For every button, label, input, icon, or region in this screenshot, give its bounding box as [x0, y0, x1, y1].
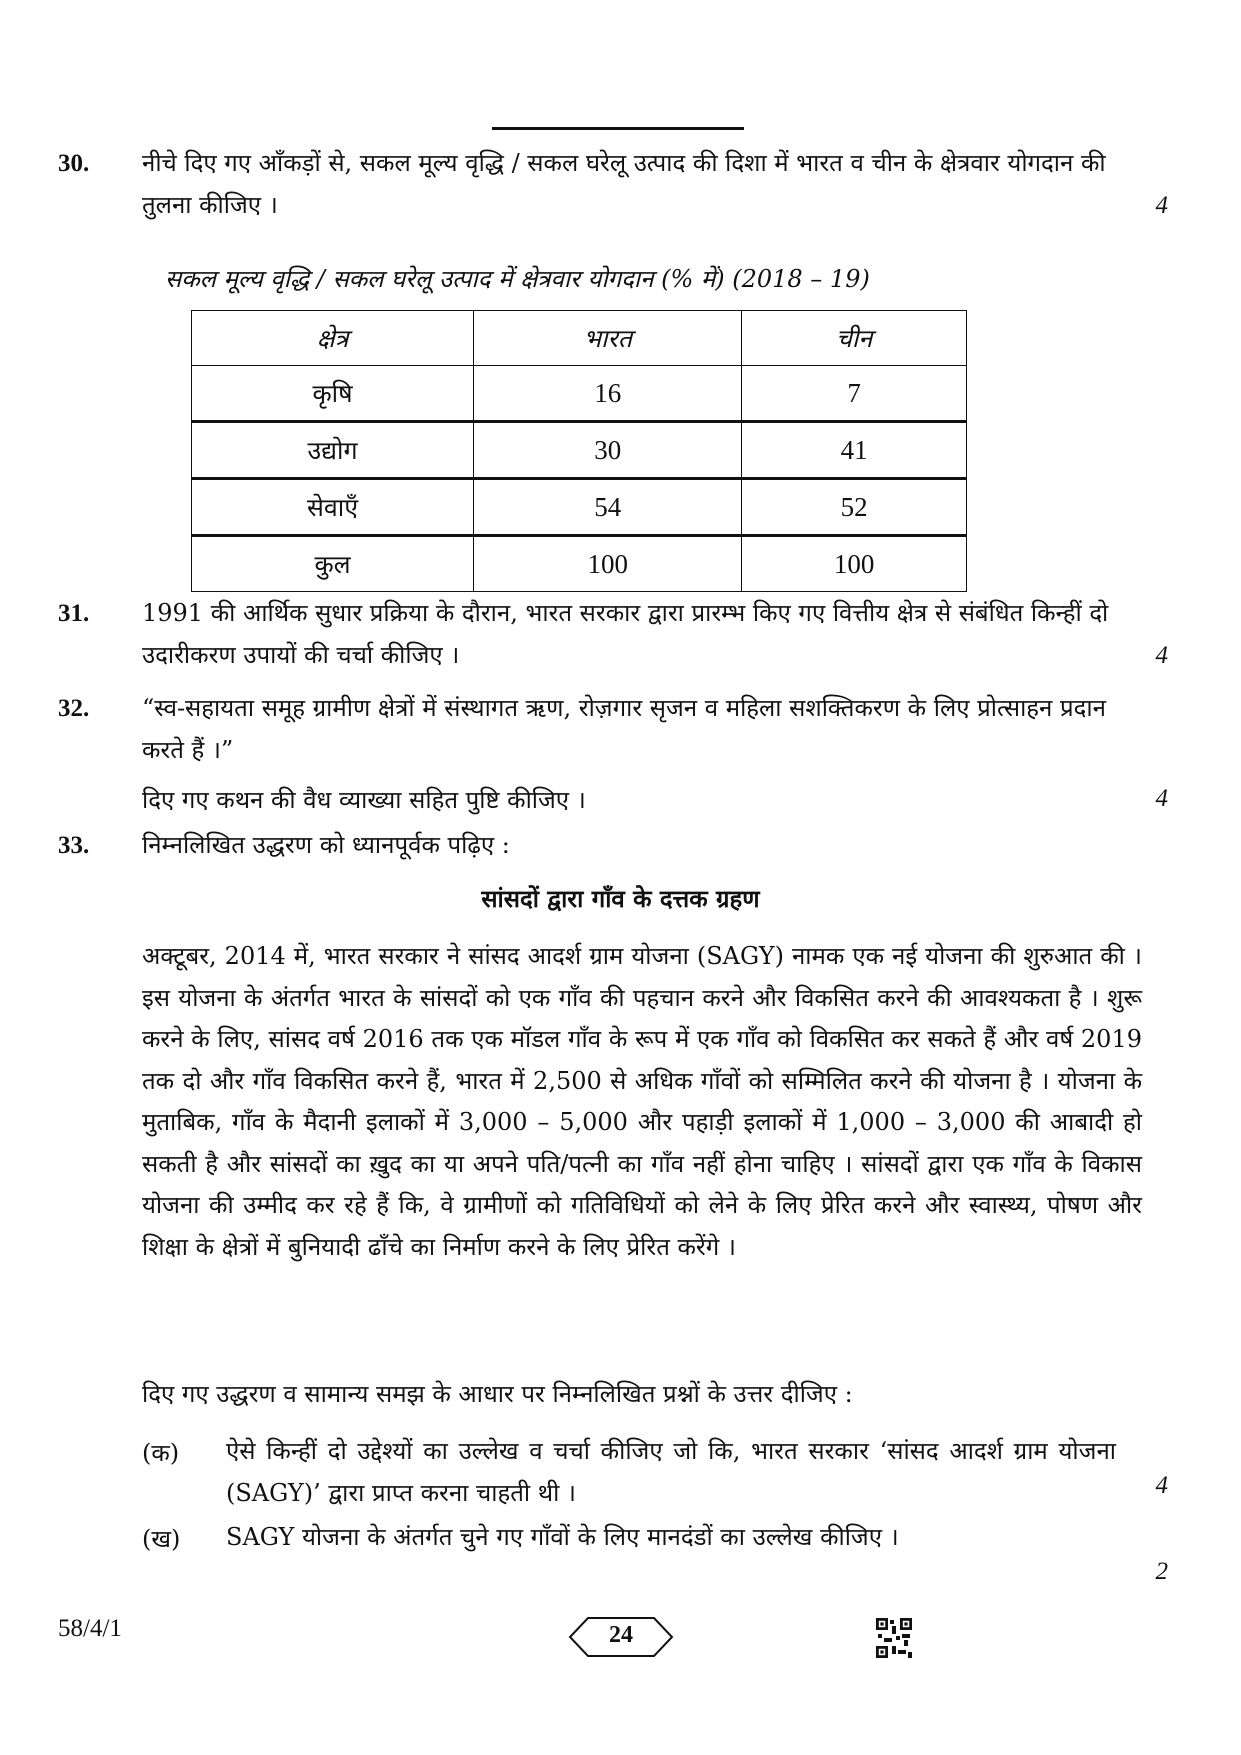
- paper-code: 58/4/1: [58, 1615, 122, 1642]
- passage-heading: सांसदों द्वारा गाँव के दत्तक ग्रहण: [481, 884, 760, 913]
- page-number: 24: [609, 1622, 633, 1648]
- sector-cell: कृषि: [192, 366, 474, 422]
- question-number: 31.: [58, 600, 90, 627]
- india-value: 100: [474, 536, 742, 592]
- question-instruction: दिए गए कथन की वैध व्याख्या सहित पुष्टि कीजिए ।: [142, 786, 586, 814]
- marks: 4: [1155, 192, 1168, 219]
- sub-question-ka: [142, 1436, 1168, 1516]
- china-value: 7: [742, 366, 967, 422]
- india-value: 54: [474, 479, 742, 536]
- sector-cell: उद्योग: [192, 422, 474, 479]
- table-header-row: [192, 311, 967, 366]
- table-row: [192, 479, 967, 536]
- page-number-badge: [566, 1616, 676, 1658]
- china-value: 41: [742, 422, 967, 479]
- qr-code-icon: [876, 1618, 912, 1658]
- china-value: 52: [742, 479, 967, 536]
- marks: 4: [1155, 1472, 1168, 1499]
- column-header: भारत: [474, 311, 742, 366]
- question-quote: “स्व-सहायता समूह ग्रामीण क्षेत्रों में संस्थागत ऋण, रोज़गार सृजन व महिला सशक्तिकरण के लिए प्रोत्साहन प्रदान करते हैं ।”: [142, 694, 1106, 764]
- marks: 2: [1155, 1558, 1168, 1585]
- question-intro: निम्नलिखित उद्धरण को ध्यानपूर्वक पढ़िए :: [142, 831, 510, 859]
- sub-question-text: SAGY योजना के अंतर्गत चुने गए गाँवों के लिए मानदंडों का उल्लेख कीजिए ।: [226, 1523, 899, 1551]
- top-divider: [492, 127, 744, 130]
- sub-question-label: (ख): [142, 1525, 181, 1553]
- question-number: 33.: [58, 832, 90, 859]
- column-header: क्षेत्र: [192, 311, 474, 366]
- table-row: [192, 536, 967, 592]
- question-text: नीचे दिए गए आँकड़ों से, सकल मूल्य वृद्धि / सकल घरेलू उत्पाद की दिशा में भारत व चीन के क्षेत्रवार योगदान की तुलना कीजिए ।: [142, 149, 1106, 219]
- passage-text: अक्टूबर, 2014 में, भारत सरकार ने सांसद आदर्श ग्राम योजना (SAGY) नामक एक नई योजना की शुरुआत की । इस योजना के अंतर्गत भारत के सांसदों को एक गाँव की पहचान करने और विकसित करने की आवश्यकता है । शुरू करने के लिए, सांसद वर्ष 2016 तक एक मॉडल गाँव के रूप में एक गाँव को विकसित कर सकते हैं और वर्ष 2019 तक दो और गाँव विकसित करने हैं, भारत में 2,500 से अधिक गाँवों को सम्मिलित करने की योजना है । योजना के मुताबिक, गाँव के मैदानी इलाकों में 3,000 – 5,000 और पहाड़ी इलाकों में 1,000 – 3,000 की आबादी हो सकती है और सांसदों का ख़ुद का या अपने पति/पत्नी का गाँव नहीं होना चाहिए । सांसदों द्वारा एक गाँव के विकास योजना की उम्मीद कर रहे हैं कि, वे ग्रामीणों को गतिविधियों को लेने के लिए प्रेरित करने और स्वास्थ्य, पोषण और शिक्षा के क्षेत्रों में बुनियादी ढाँचे का निर्माण करने के लिए प्रेरित करेंगे ।: [142, 942, 1142, 1261]
- question-31: [58, 600, 1168, 690]
- question-33: [58, 832, 1168, 872]
- answer-prompt: दिए गए उद्धरण व सामान्य समझ के आधार पर निम्नलिखित प्रश्नों के उत्तर दीजिए :: [142, 1380, 853, 1408]
- sub-question-text: ऐसे किन्हीं दो उद्देश्यों का उल्लेख व चर्चा कीजिए जो कि, भारत सरकार ‘सांसद आदर्श ग्राम योजना (SAGY)’ द्वारा प्राप्त करना चाहती थी ।: [226, 1437, 1116, 1507]
- china-value: 100: [742, 536, 967, 592]
- question-text: 1991 की आर्थिक सुधार प्रक्रिया के दौरान, भारत सरकार द्वारा प्रारम्भ किए गए वित्तीय क्षेत्र से संबंधित किन्हीं दो उदारीकरण उपायों की चर्चा कीजिए ।: [142, 599, 1109, 669]
- marks: 4: [1155, 785, 1168, 812]
- sector-cell: कुल: [192, 536, 474, 592]
- question-30: [58, 150, 1168, 260]
- table-row: [192, 366, 967, 422]
- sector-contribution-table: [191, 310, 967, 592]
- question-number: 32.: [58, 695, 90, 722]
- sub-question-label: (क): [142, 1439, 180, 1467]
- question-32: [58, 695, 1168, 825]
- marks: 4: [1155, 642, 1168, 669]
- table-caption: सकल मूल्य वृद्धि / सकल घरेलू उत्पाद में क्षेत्रवार योगदान (% में) (2018 – 19): [165, 265, 870, 293]
- india-value: 30: [474, 422, 742, 479]
- sub-question-kha: [142, 1522, 1168, 1602]
- table-row: [192, 422, 967, 479]
- sector-cell: सेवाएँ: [192, 479, 474, 536]
- question-number: 30.: [58, 150, 90, 177]
- india-value: 16: [474, 366, 742, 422]
- column-header: चीन: [742, 311, 967, 366]
